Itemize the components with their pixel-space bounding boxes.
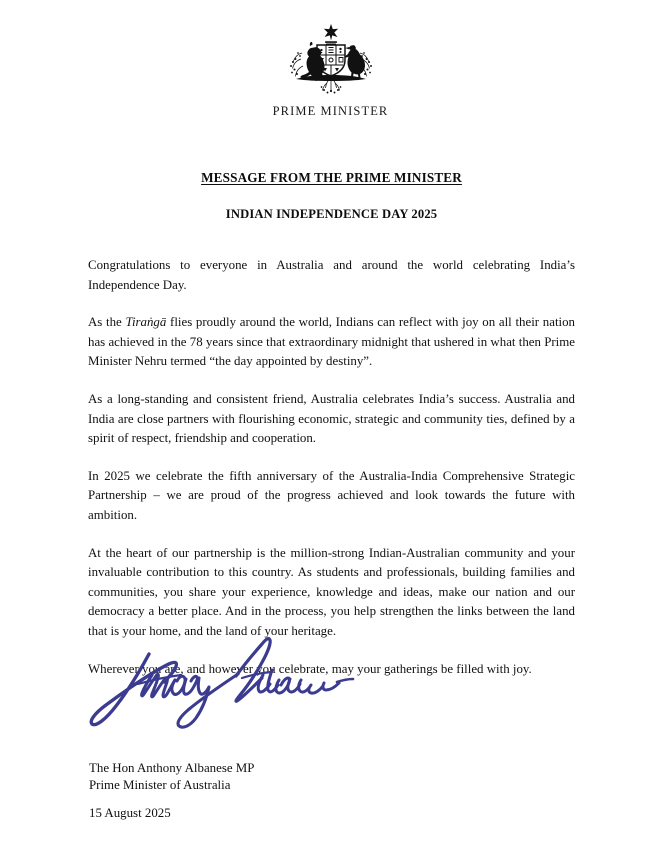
letter-body: [88, 256, 575, 679]
tiranga-italic-term: Tiraṅgā: [125, 315, 167, 330]
signoff-block: [89, 760, 489, 793]
letterhead-title: PRIME MINISTER: [272, 104, 389, 118]
paragraph-1: Congratulations to everyone in Australia and around the world celebrating India’s Independence Day.: [88, 258, 575, 292]
paragraph-6: Wherever you are, and however you celebrate, may your gatherings be filled with joy.: [88, 661, 532, 676]
document-subheading: INDIAN INDEPENDENCE DAY 2025: [225, 207, 438, 221]
letter-date: 15 August 2025: [89, 806, 171, 820]
australian-coat-of-arms-icon: [279, 22, 383, 96]
heading-block: [88, 170, 575, 222]
paragraph-5: At the heart of our partnership is the million-strong Indian-Australian community and your invaluable contribution to this country. As students and professionals, building families and communities, you share your experience, knowledge and ideas, make our nation and our democracy a better place. And in the process, you help strengthen the links between the land that is your home, and the land of your heritage.: [88, 545, 575, 638]
signature-area: [86, 632, 386, 742]
document-heading: MESSAGE FROM THE PRIME MINISTER: [201, 170, 462, 185]
paragraph-2-lead: As the: [88, 315, 126, 330]
paragraph-4: In 2025 we celebrate the fifth anniversary of the Australia-India Comprehensive Strategic Partnership – we are proud of the progress achieved and look towards the future with ambition.: [88, 468, 575, 522]
paragraph-2: [88, 313, 575, 372]
signer-role: Prime Minister of Australia: [89, 777, 231, 792]
handwritten-signature-icon: [86, 632, 356, 736]
paragraph-2-rest: flies proudly around the world, Indians can reflect with joy on all their nation has achieved in the 78 years since that extraordinary midnight that ushered in what then Prime Minister Nehru termed “the day appointed by destiny”.: [88, 315, 575, 369]
signer-name: The Hon Anthony Albanese MP: [89, 761, 255, 775]
letterhead: [0, 22, 661, 119]
paragraph-3: As a long-standing and consistent friend, Australia celebrates India’s success. Australia and India are close partners with flourishing economic, strategic and community ties, defined by a spirit of respect, friendship and cooperation.: [88, 391, 575, 446]
